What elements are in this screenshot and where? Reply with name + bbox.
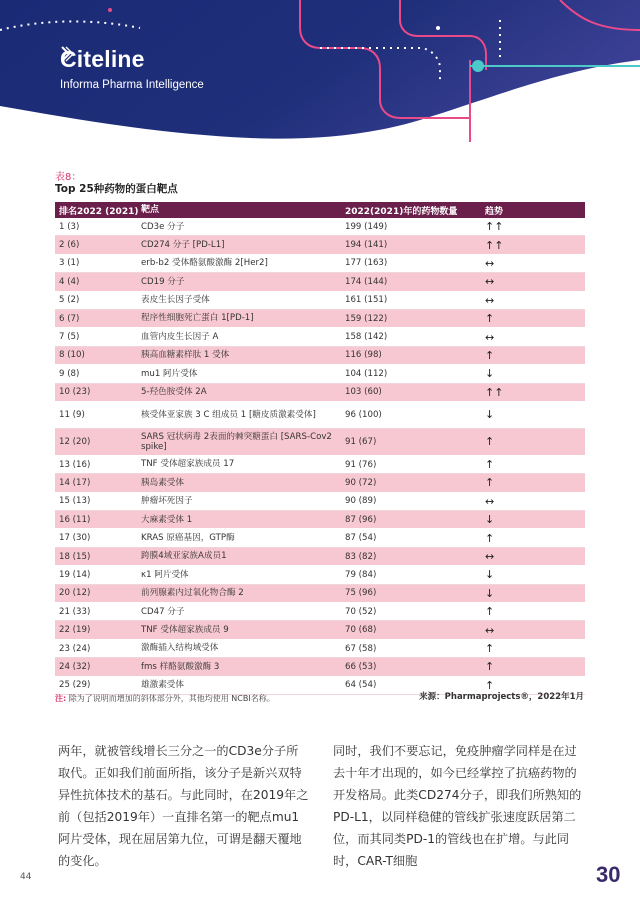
trend-cell: ↔ (485, 330, 495, 344)
brand-subtitle: Informa Pharma Intelligence (60, 79, 204, 91)
trend-cell: ↑ (485, 678, 495, 692)
target-cell: fms 样酪氨酸激酶 3 (141, 661, 220, 672)
rank-cell: 3 (1) (59, 258, 80, 269)
count-cell: 75 (96) (345, 588, 377, 599)
rank-cell: 25 (29) (59, 680, 91, 691)
trend-cell: ↓ (485, 408, 495, 422)
table-row (55, 548, 585, 566)
table-row (55, 218, 585, 236)
count-cell: 64 (54) (345, 680, 377, 691)
trend-cell: ↔ (485, 275, 495, 289)
target-cell: 表皮生长因子受体 (141, 295, 210, 306)
rank-cell: 2 (6) (59, 240, 80, 251)
header-trend: 趋势 (485, 206, 504, 217)
count-cell: 67 (58) (345, 643, 377, 654)
table-row (55, 603, 585, 621)
trend-cell: ↑ (485, 435, 495, 449)
target-cell: CD19 分子 (141, 276, 185, 287)
trend-cell: ↔ (485, 256, 495, 270)
trend-cell: ↓ (485, 586, 495, 600)
trend-cell: ↑ (485, 476, 495, 490)
targets-table (55, 202, 585, 695)
table-row (55, 402, 585, 429)
rank-cell: 9 (8) (59, 368, 80, 379)
target-cell: TNF 受体超家族成员 9 (141, 624, 229, 635)
target-cell: 前列腺素内过氧化物合酶 2 (141, 588, 244, 599)
rank-cell: 21 (33) (59, 606, 91, 617)
table-row (55, 328, 585, 346)
table-row (55, 529, 585, 547)
rank-cell: 17 (30) (59, 533, 91, 544)
trend-cell: ↑ (485, 458, 495, 472)
trend-cell: ↑↑ (485, 238, 504, 252)
rank-cell: 4 (4) (59, 276, 80, 287)
header-rank: 排名2022 (2021) (59, 206, 139, 217)
target-cell: 跨膜4域亚家族A成员1 (141, 551, 227, 562)
header-target: 靶点 (141, 204, 160, 215)
rank-cell: 15 (13) (59, 496, 91, 507)
trend-cell: ↓ (485, 367, 495, 381)
rank-cell: 12 (20) (59, 436, 91, 447)
trend-cell: ↑ (485, 348, 495, 362)
target-cell: 雄激素受体 (141, 680, 184, 691)
count-cell: 104 (112) (345, 368, 388, 379)
table-row (55, 310, 585, 328)
target-cell: κ1 阿片受体 (141, 569, 189, 580)
trend-cell: ↓ (485, 568, 495, 582)
table-row (55, 456, 585, 474)
count-cell: 91 (67) (345, 436, 377, 447)
rank-cell: 8 (10) (59, 350, 85, 361)
count-cell: 116 (98) (345, 350, 382, 361)
table-row (55, 566, 585, 584)
rank-cell: 22 (19) (59, 625, 91, 636)
table-row (55, 474, 585, 492)
target-cell: erb-b2 受体酪氨酸激酶 2[Her2] (141, 258, 268, 269)
table-row (55, 236, 585, 254)
count-cell: 159 (122) (345, 313, 388, 324)
count-cell: 87 (54) (345, 533, 377, 544)
target-cell: 胰岛素受体 (141, 477, 184, 488)
table-row (55, 585, 585, 603)
anniversary-logo: 30 (596, 862, 621, 887)
table-row (55, 384, 585, 402)
count-cell: 70 (68) (345, 625, 377, 636)
rank-cell: 14 (17) (59, 477, 91, 488)
table-source: 来源：Pharmaprojects®，2022年1月 (419, 692, 584, 702)
count-cell: 83 (82) (345, 551, 377, 562)
rank-cell: 20 (12) (59, 588, 91, 599)
table-row (55, 511, 585, 529)
count-cell: 87 (96) (345, 514, 377, 525)
page-number: 44 (20, 872, 32, 882)
trend-cell: ↑↑ (485, 385, 504, 399)
target-cell: 肿瘤坏死因子 (141, 496, 193, 507)
target-cell: TNF 受体超家族成员 17 (141, 459, 235, 470)
table-label: 表8： (55, 172, 82, 183)
trend-cell: ↓ (485, 513, 495, 527)
table-row (55, 347, 585, 365)
trend-cell: ↑ (485, 312, 495, 326)
note-text: 除为了说明而增加的斜体部分外，其他均使用 NCBI名称。 (68, 694, 275, 703)
target-cell: KRAS 原癌基因，GTP酶 (141, 533, 235, 543)
table-row (55, 640, 585, 658)
trend-cell: ↑ (485, 531, 495, 545)
count-cell: 66 (53) (345, 661, 377, 672)
rank-cell: 10 (23) (59, 387, 91, 398)
brand-logo (60, 46, 204, 91)
table-row (55, 658, 585, 676)
table-row (55, 365, 585, 383)
body-text-right: 同时，我们不要忘记，免疫肿瘤学同样是在过去十年才出现的，如今已经掌控了抗癌药物的开发格局。此类CD274分子，即我们所熟知的PD-L1，以同样稳健的管线扩张速度跃居第二位，而其同类PD-1的管线也在扩增。与此同时，CAR-T细胞 (333, 744, 582, 868)
target-cell: 胰高血糖素样肽 1 受体 (141, 350, 230, 361)
trend-cell: ↑ (485, 642, 495, 655)
trend-cell: ↔ (485, 623, 495, 637)
header-count: 2022(2021)年的药物数量 (345, 206, 458, 217)
table-header (55, 202, 585, 218)
rank-cell: 5 (2) (59, 295, 80, 306)
table-note (55, 693, 275, 704)
rank-cell: 1 (3) (59, 221, 80, 232)
rank-cell: 13 (16) (59, 459, 91, 470)
count-cell: 91 (76) (345, 459, 377, 470)
rank-cell: 16 (11) (59, 514, 91, 525)
target-cell: CD3e 分子 (141, 221, 185, 232)
trend-cell: ↑ (485, 605, 495, 619)
brand-name (60, 46, 204, 73)
rank-cell: 19 (14) (59, 569, 91, 580)
target-cell: 核受体亚家族 3 C 组成员 1 [糖皮质激素受体] (141, 409, 316, 420)
target-cell: 程序性细胞死亡蛋白 1[PD-1] (141, 313, 254, 324)
target-cell: CD274 分子 [PD-L1] (141, 239, 225, 250)
trend-cell: ↔ (485, 550, 495, 564)
count-cell: 194 (141) (345, 240, 388, 251)
table-title: Top 25种药物的蛋白靶点 (55, 183, 178, 195)
count-cell: 177 (163) (345, 258, 388, 269)
table-body (55, 218, 585, 695)
count-cell: 158 (142) (345, 332, 388, 343)
count-cell: 70 (52) (345, 606, 377, 617)
trend-cell: ↔ (485, 494, 495, 508)
rank-cell: 11 (9) (59, 409, 85, 420)
trend-cell: ↑ (485, 660, 495, 674)
count-cell: 96 (100) (345, 409, 382, 420)
count-cell: 199 (149) (345, 221, 388, 232)
table-row (55, 621, 585, 639)
rank-cell: 7 (5) (59, 332, 80, 343)
target-cell: 大麻素受体 1 (141, 514, 193, 525)
target-cell: 激酶插入结构域受体 (141, 643, 219, 654)
count-cell: 90 (72) (345, 477, 377, 488)
target-cell: 5-羟色胺受体 2A (141, 387, 207, 398)
count-cell: 90 (89) (345, 496, 377, 507)
body-text-left: 两年，就被管线增长三分之一的CD3e分子所取代。正如我们前面所指，该分子是新兴双特异性抗体技术的基石。与此同时，在2019年之前（包括2019年）一直排名第一的靶点mu1阿片受体，现在屈居第九位，可谓是翻天覆地的变化。 (58, 744, 309, 868)
header-banner (0, 0, 640, 142)
count-cell: 79 (84) (345, 569, 377, 580)
trend-cell: ↔ (485, 293, 495, 307)
target-cell: CD47 分子 (141, 606, 185, 617)
table-row (55, 273, 585, 291)
target-cell: SARS 冠状病毒 2表面的棘突糖蛋白 [SARS-Cov2 spike] (141, 431, 332, 452)
rank-cell: 18 (15) (59, 551, 91, 562)
note-prefix: 注: (55, 694, 67, 703)
rank-cell: 24 (32) (59, 661, 91, 672)
count-cell: 103 (60) (345, 387, 382, 398)
table-row (55, 429, 585, 456)
target-cell: 血管内皮生长因子 A (141, 331, 219, 342)
rank-cell: 23 (24) (59, 643, 91, 654)
count-cell: 161 (151) (345, 295, 388, 306)
table-row (55, 255, 585, 273)
brand-name-text: Citeline (60, 46, 145, 72)
trend-cell: ↑↑ (485, 220, 504, 234)
table-row (55, 493, 585, 511)
rank-cell: 6 (7) (59, 313, 80, 324)
count-cell: 174 (144) (345, 276, 388, 287)
target-cell: mu1 阿片受体 (141, 368, 198, 379)
table-row (55, 292, 585, 310)
